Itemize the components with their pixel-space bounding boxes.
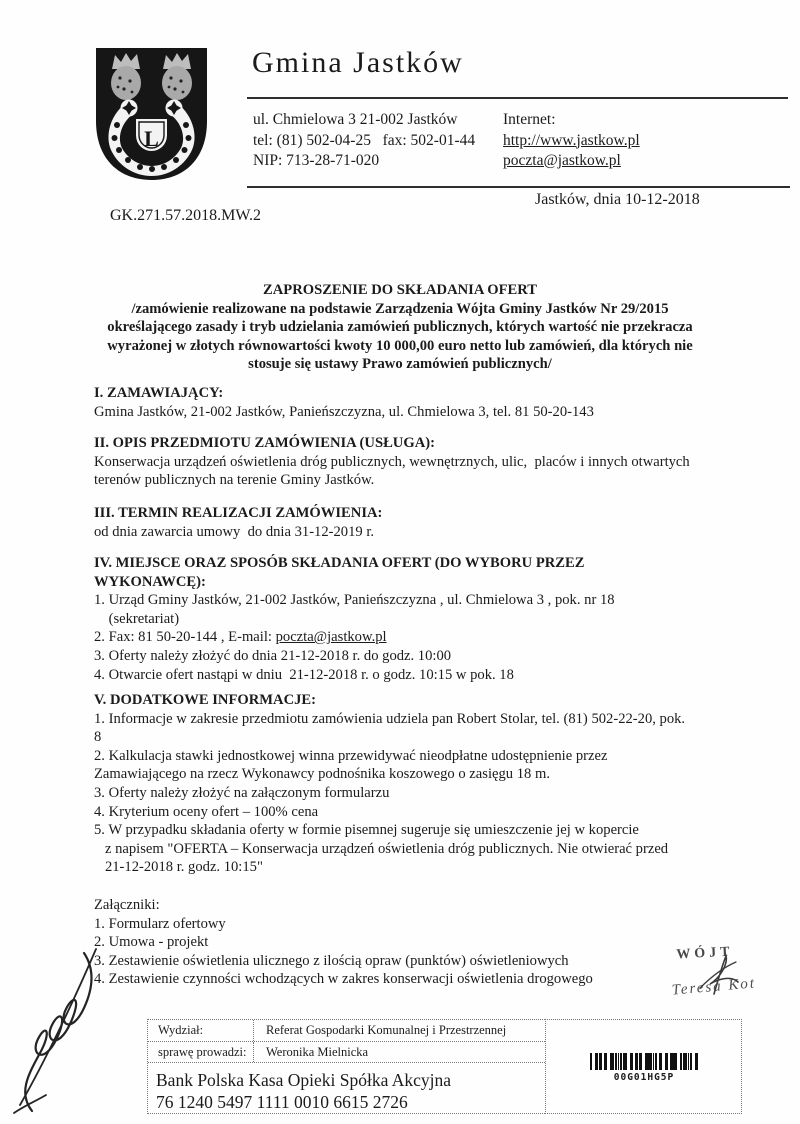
- case-officer-value: Weronika Mielnicka: [266, 1044, 369, 1059]
- document-barcode-icon: [590, 1053, 698, 1070]
- handwritten-signature-icon: [2, 923, 114, 1118]
- section-line: 3. Oferty należy złożyć do dnia 21-12-2018 r. do godz. 10:00: [94, 647, 452, 664]
- section-line: 2. Kalkulacja stawki jednostkowej winna przewidywać nieodpłatne udostępnienie przez: [94, 747, 608, 764]
- section-line: (sekretariat): [94, 610, 180, 627]
- table-row: [148, 1020, 545, 1042]
- section-line: od dnia zawarcia umowy do dnia 31-12-2019 r.: [94, 523, 375, 540]
- attachment-item: 1. Formularz ofertowy: [94, 915, 226, 932]
- internet-label: Internet:: [503, 111, 556, 128]
- email-link[interactable]: poczta@jastkow.pl: [503, 152, 621, 169]
- section-line: [94, 628, 784, 647]
- case-officer-label: sprawę prowadzi:: [148, 1042, 254, 1063]
- title-line: określającego zasady i tryb udzielania zamówień publicznych, których wartość nie przekracza: [107, 319, 693, 336]
- coat-of-arms-letter: L: [144, 126, 159, 151]
- title-line: ZAPROSZENIE DO SKŁADANIA OFERT: [263, 282, 537, 298]
- document-date: Jastków, dnia 10-12-2018: [535, 191, 700, 208]
- section-termin-realizacji: [94, 504, 784, 541]
- section-heading: V. DODATKOWE INFORMACJE:: [94, 692, 317, 708]
- attachment-item: 3. Zestawienie oświetlenia ulicznego z ilością opraw (punktów) oświetleniowych: [94, 952, 569, 969]
- attachment-item: 2. Umowa - projekt: [94, 934, 209, 951]
- section-heading: II. OPIS PRZEDMIOTU ZAMÓWIENIA (USŁUGA):: [94, 435, 435, 451]
- title-line: /zamówienie realizowane na podstawie Zarządzenia Wójta Gminy Jastków Nr 29/2015: [131, 300, 669, 317]
- section-line: 21-12-2018 r. godz. 10:15": [94, 859, 263, 876]
- stamp-title: WÓJT: [675, 944, 734, 963]
- department-label: Wydział:: [148, 1020, 254, 1041]
- header-divider-bottom: [247, 186, 790, 188]
- document-title-block: [60, 281, 740, 374]
- section-heading: III. TERMIN REALIZACJI ZAMÓWIENIA:: [94, 505, 383, 521]
- stamp-signer-name: Teresa Kot: [671, 975, 757, 999]
- section-line: terenów publicznych na terenie Gminy Jastków.: [94, 472, 375, 489]
- section-heading: WYKONAWCĘ):: [94, 573, 206, 590]
- title-line: stosuje się ustawy Prawo zamówień publicznych/: [248, 356, 552, 373]
- section-line: 4. Otwarcie ofert nastąpi w dniu 21-12-2018 r. o godz. 10:15 w pok. 18: [94, 666, 514, 683]
- section-zamawiajacy: [94, 384, 784, 421]
- section-line: Konserwacja urządzeń oświetlenia dróg publicznych, wewnętrznych, ulic, placów i innych otwartych: [94, 453, 690, 470]
- mayor-stamp-block: [640, 944, 770, 999]
- bank-account-number: 76 1240 5497 1111 0010 6615 2726: [156, 1092, 408, 1112]
- section-line: 8: [94, 729, 102, 746]
- jastkow-coat-of-arms-icon: [93, 45, 210, 183]
- section-line: 1. Informacje w zakresie przedmiotu zamówienia udziela pan Robert Stolar, tel. (81) 502-22-20, pok.: [94, 710, 686, 727]
- org-name: Gmina Jastków: [252, 46, 464, 79]
- header-divider-top: [247, 97, 788, 99]
- section-line: 1. Urząd Gminy Jastków, 21-002 Jastków, Panieńszczyzna , ul. Chmielowa 3 , pok. nr 18: [94, 592, 615, 609]
- website-link[interactable]: http://www.jastkow.pl: [503, 131, 640, 149]
- footer-details-cell: [147, 1019, 545, 1114]
- attachment-item: 4. Zestawienie czynności wchodzących w zakres konserwacji oświetlenia drogowego: [94, 971, 593, 988]
- reference-number: GK.271.57.2018.MW.2: [110, 207, 261, 224]
- table-row: [148, 1042, 545, 1064]
- address-block: [253, 110, 475, 172]
- attachments-heading: Załączniki:: [94, 897, 160, 913]
- barcode-value: 00G01HG5P: [613, 1072, 675, 1083]
- nip-line: NIP: 713-28-71-020: [253, 152, 380, 169]
- fax-email-text: 2. Fax: 81 50-20-144 , E-mail:: [94, 629, 276, 646]
- section-line: z napisem "OFERTA – Konserwacja urządzeń oświetlenia dróg publicznych. Nie otwierać przed: [94, 840, 669, 857]
- section-line: Gmina Jastków, 21-002 Jastków, Panieńszczyzna, ul. Chmielowa 3, tel. 81 50-20-143: [94, 403, 594, 420]
- email-link-inline[interactable]: poczta@jastkow.pl: [275, 629, 387, 646]
- section-line: 5. W przypadku składania oferty w formie pisemnej sugeruje się umieszczenie jej w kopercie: [94, 822, 639, 839]
- barcode-cell: [545, 1019, 742, 1114]
- address-line: ul. Chmielowa 3 21-002 Jastków: [253, 111, 458, 128]
- section-line: Zamawiającego na rzecz Wykonawcy podnośnika koszowego o zasięgu 18 m.: [94, 766, 550, 783]
- section-miejsce-skladania: [94, 554, 784, 684]
- bank-details: [148, 1063, 545, 1113]
- section-heading: I. ZAMAWIAJĄCY:: [94, 385, 224, 401]
- bank-name: Bank Polska Kasa Opieki Spółka Akcyjna: [156, 1070, 452, 1090]
- section-line: 3. Oferty należy złożyć na załączonym formularzu: [94, 784, 390, 801]
- section-opis-przedmiotu: [94, 434, 784, 490]
- stamp-signature-scribble-icon: [692, 952, 744, 996]
- title-line: wyrażonej w złotych równowartości kwoty 10 000,00 euro netto lub zamówień, dla których nie: [107, 337, 693, 354]
- department-value: Referat Gospodarki Komunalnej i Przestrzennej: [266, 1023, 507, 1037]
- section-heading: IV. MIEJSCE ORAZ SPOSÓB SKŁADANIA OFERT (DO WYBORU PRZEZ: [94, 555, 585, 571]
- footer-info-table: [147, 1019, 742, 1114]
- internet-block: [503, 110, 640, 172]
- section-line: 4. Kryterium oceny ofert – 100% cena: [94, 803, 319, 820]
- phone-fax-line: tel: (81) 502-04-25 fax: 502-01-44: [253, 131, 476, 149]
- section-dodatkowe-informacje: [94, 691, 784, 877]
